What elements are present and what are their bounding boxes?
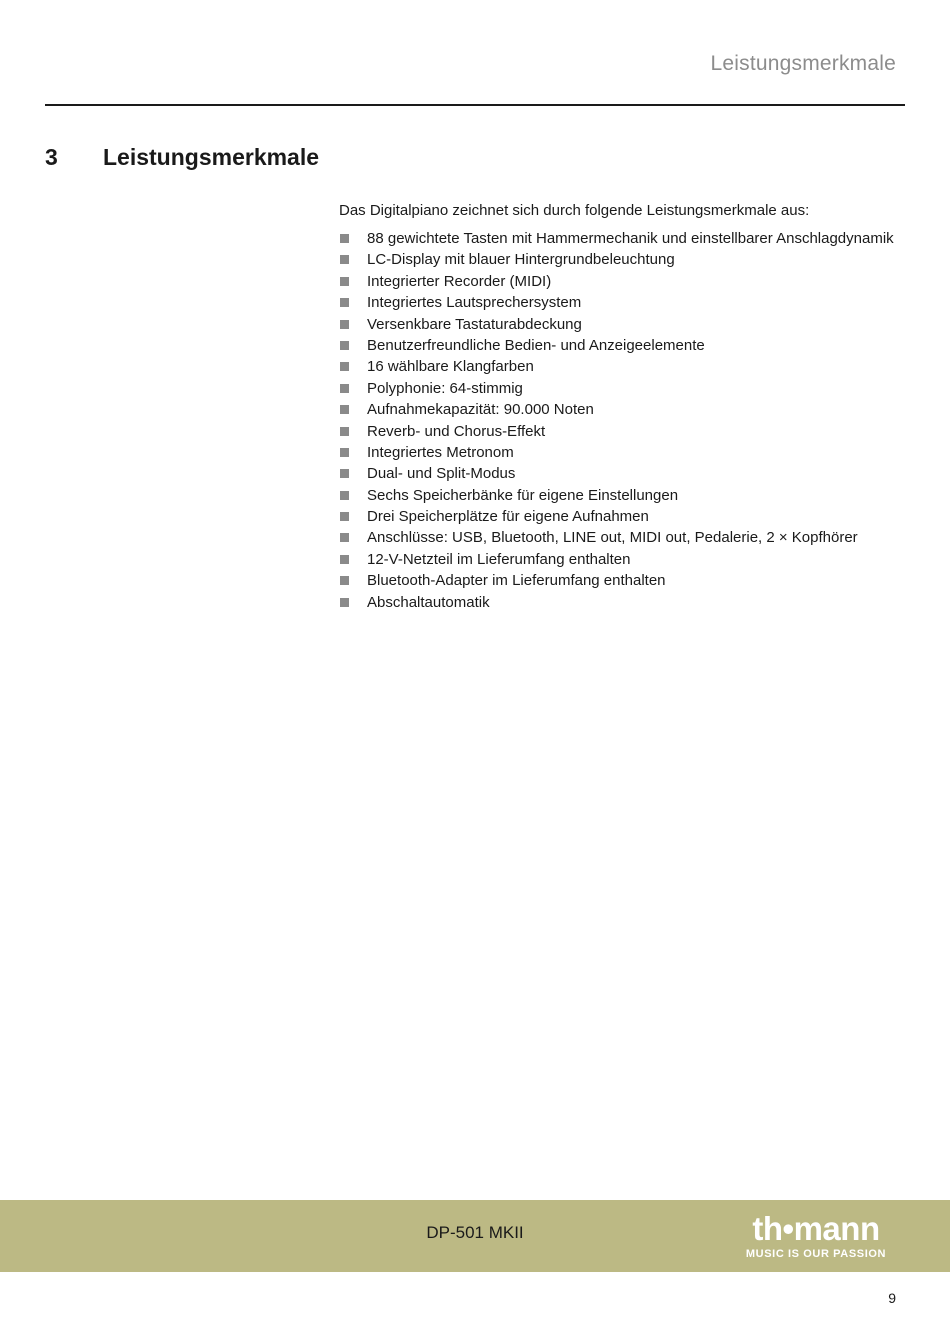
feature-list (339, 228, 894, 613)
list-item-text: 88 gewichtete Tasten mit Hammermechanik und einstellbarer Anschlagdynamik (367, 230, 894, 247)
square-bullet-icon (340, 362, 349, 371)
chapter-heading (45, 144, 319, 171)
square-bullet-icon (340, 469, 349, 478)
square-bullet-icon (340, 491, 349, 500)
square-bullet-icon (340, 255, 349, 264)
thomann-logo (736, 1212, 896, 1260)
square-bullet-icon (340, 512, 349, 521)
list-item (339, 399, 894, 420)
list-item-text: Anschlüsse: USB, Bluetooth, LINE out, MIDI out, Pedalerie, 2 × Kopfhörer (367, 529, 858, 547)
list-item (339, 378, 894, 399)
list-item (339, 271, 894, 292)
intro-paragraph: Das Digitalpiano zeichnet sich durch folgende Leistungsmerkmale aus: (339, 202, 810, 219)
list-item-text: Integrierter Recorder (MIDI) (367, 272, 552, 290)
list-item-text: Drei Speicherplätze für eigene Aufnahmen (367, 508, 649, 526)
square-bullet-icon (340, 384, 349, 393)
chapter-number: 3 (45, 144, 58, 170)
chapter-title: Leistungsmerkmale (103, 144, 320, 170)
list-item-text: Abschaltautomatik (367, 593, 490, 611)
list-item (339, 549, 894, 570)
list-item (339, 228, 894, 249)
square-bullet-icon (340, 448, 349, 457)
list-item (339, 592, 894, 613)
square-bullet-icon (340, 341, 349, 350)
square-bullet-icon (340, 298, 349, 307)
list-item (339, 292, 894, 313)
footer-model-name: DP-501 MKII (426, 1223, 524, 1242)
list-item-text: Aufnahmekapazität: 90.000 Noten (367, 401, 594, 419)
list-item (339, 527, 894, 548)
page-number: 9 (888, 1290, 896, 1306)
square-bullet-icon (340, 234, 349, 243)
list-item (339, 249, 894, 270)
square-bullet-icon (340, 320, 349, 329)
square-bullet-icon (340, 576, 349, 585)
square-bullet-icon (340, 427, 349, 436)
square-bullet-icon (340, 277, 349, 286)
list-item-text: 16 wählbare Klangfarben (367, 358, 534, 376)
list-item (339, 314, 894, 335)
list-item-text: Polyphonie: 64-stimmig (367, 379, 523, 397)
square-bullet-icon (340, 533, 349, 542)
list-item (339, 442, 894, 463)
square-bullet-icon (340, 555, 349, 564)
square-bullet-icon (340, 598, 349, 607)
square-bullet-icon (340, 405, 349, 414)
running-header-title: Leistungsmerkmale (710, 52, 896, 75)
list-item-text: Reverb- und Chorus-Effekt (367, 422, 546, 440)
list-item-text: 12-V-Netzteil im Lieferumfang enthalten (367, 550, 631, 568)
list-item-text: LC-Display mit blauer Hintergrundbeleuchtung (367, 251, 675, 269)
list-item (339, 335, 894, 356)
list-item (339, 356, 894, 377)
list-item-text: Integriertes Lautsprechersystem (367, 294, 582, 312)
list-item (339, 421, 894, 442)
list-item-text: Dual- und Split-Modus (367, 465, 516, 483)
list-item (339, 570, 894, 591)
header-divider (45, 104, 905, 106)
list-item-text: Bluetooth-Adapter im Lieferumfang enthalten (367, 572, 666, 590)
list-item (339, 506, 894, 527)
logo-tagline: MUSIC IS OUR PASSION (745, 1248, 887, 1260)
list-item (339, 485, 894, 506)
list-item (339, 463, 894, 484)
list-item-text: Versenkbare Tastaturabdeckung (367, 315, 582, 333)
logo-wordmark: th•mann (752, 1210, 880, 1247)
list-item-text: Integriertes Metronom (367, 443, 514, 461)
list-item-text: Sechs Speicherbänke für eigene Einstellungen (367, 486, 679, 504)
list-item-text: Benutzerfreundliche Bedien- und Anzeigeelemente (367, 336, 705, 354)
